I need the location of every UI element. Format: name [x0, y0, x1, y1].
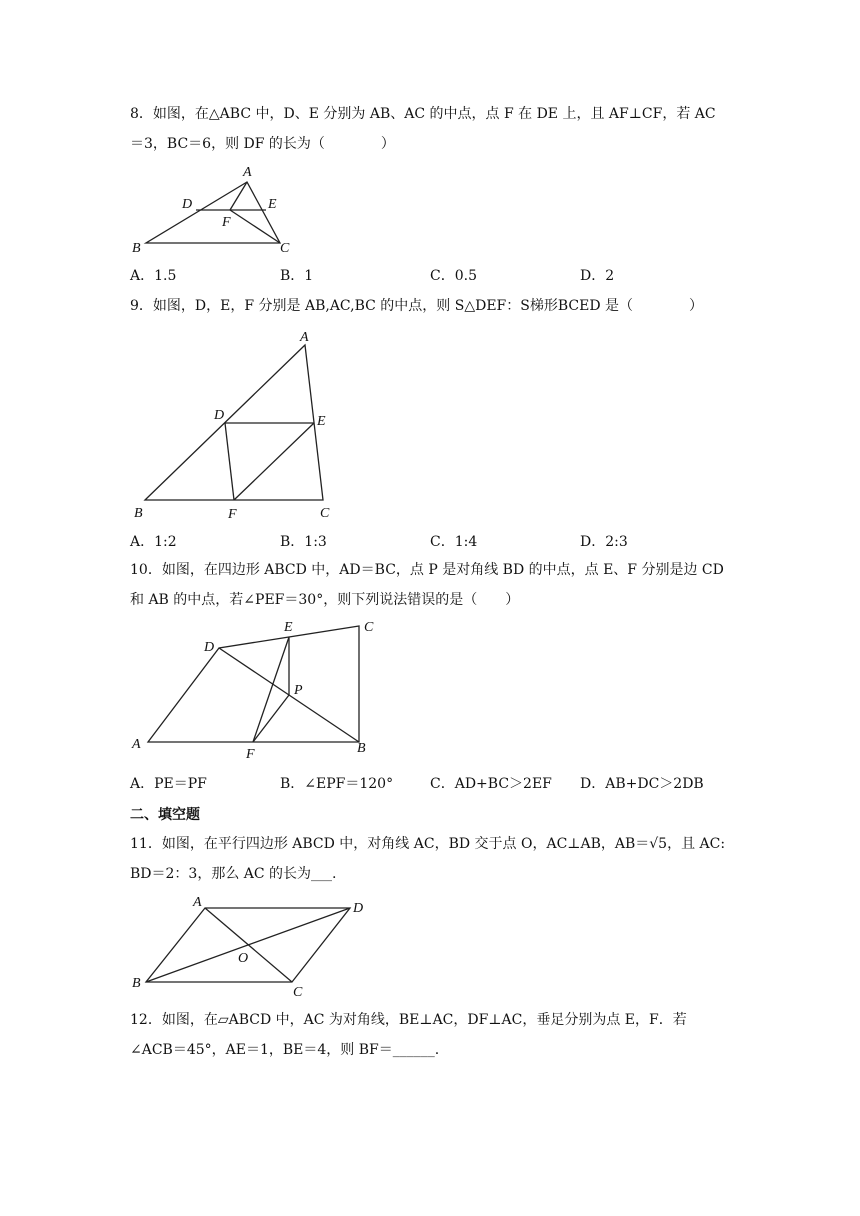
q9-label-c: C	[320, 506, 330, 521]
q8-label-d: D	[182, 197, 193, 212]
q9-label-e: E	[317, 414, 326, 429]
q8-label-c: C	[280, 241, 290, 256]
q8-triangle-figure	[130, 160, 310, 260]
q10-label-c: C	[364, 620, 374, 635]
q9-option-c: C．1:4	[430, 534, 478, 550]
q8-segment-fc	[230, 210, 280, 243]
q11-line2: BD＝2：3，那么 AC 的长为___.	[130, 866, 337, 882]
q10-line1: 10．如图，在四边形 ABCD 中，AD＝BC，点 P 是对角线 BD 的中点，点 E、F 分别是边 CD	[130, 562, 724, 578]
q11-label-o: O	[238, 951, 249, 966]
q9-label-d: D	[214, 408, 225, 423]
q10-label-b: B	[357, 741, 366, 756]
q8-label-e: E	[268, 197, 277, 212]
q11-diagonal-bd	[146, 908, 350, 982]
q10-segment-pf	[253, 695, 289, 742]
section-title-fill-in: 二、填空题	[130, 807, 200, 823]
q9-label-f: F	[228, 507, 237, 522]
q10-label-d: D	[204, 640, 215, 655]
q9-line1: 9．如图，D，E，F 分别是 AB,AC,BC 的中点，则 S△DEF：S梯形BCED 是（ ）	[130, 298, 704, 314]
q10-line2: 和 AB 的中点，若∠PEF＝30°，则下列说法错误的是（ ）	[130, 592, 520, 608]
q9-triangle-figure	[130, 325, 350, 525]
q9-label-a: A	[300, 330, 309, 345]
q10-quadrilateral-abcd	[148, 626, 359, 742]
q10-label-f: F	[246, 747, 255, 762]
q10-option-b: B．∠EPF＝120°	[280, 776, 394, 792]
q8-segment-af	[230, 182, 247, 210]
q11-line1: 11．如图，在平行四边形 ABCD 中，对角线 AC，BD 交于点 O，AC⊥AB，AB＝√5，且 AC:	[130, 836, 726, 852]
q8-option-c: C．0.5	[430, 268, 477, 284]
q9-option-d: D．2:3	[580, 534, 628, 550]
q10-option-c: C．AD+BC＞2EF	[430, 776, 552, 792]
q10-segment-ef	[253, 637, 289, 742]
q8-option-a: A．1.5	[130, 268, 177, 284]
q9-label-b: B	[134, 506, 143, 521]
q9-option-b: B．1:3	[280, 534, 327, 550]
q8-label-f: F	[222, 215, 231, 230]
q8-line1: 8．如图，在△ABC 中，D、E 分别为 AB、AC 的中点，点 F 在 DE 上，且 AF⊥CF，若 AC	[130, 106, 716, 122]
q8-option-b: B．1	[280, 268, 314, 284]
q10-quadrilateral-figure	[130, 615, 390, 765]
q8-label-b: B	[132, 241, 141, 256]
q10-label-a: A	[132, 737, 141, 752]
q8-line2: ＝3，BC＝6，则 DF 的长为（ ）	[130, 136, 395, 152]
q11-label-c: C	[293, 985, 303, 1000]
q9-option-a: A．1:2	[130, 534, 177, 550]
q11-label-b: B	[132, 976, 141, 991]
q8-option-d: D．2	[580, 268, 615, 284]
q10-label-e: E	[284, 620, 293, 635]
q11-parallelogram-figure	[130, 890, 390, 1000]
q10-option-a: A．PE＝PF	[130, 776, 207, 792]
q8-label-a: A	[243, 165, 252, 180]
q10-label-p: P	[294, 683, 303, 698]
q9-segment-df	[225, 423, 234, 500]
q10-option-d: D．AB+DC＞2DB	[580, 776, 704, 792]
q12-line2: ∠ACB＝45°，AE＝1，BE＝4，则 BF＝______.	[130, 1042, 440, 1058]
q12-line1: 12．如图，在▱ABCD 中，AC 为对角线，BE⊥AC，DF⊥AC，垂足分别为点 E，F．若	[130, 1012, 687, 1028]
q9-segment-ef	[234, 423, 314, 500]
q11-label-d: D	[353, 901, 364, 916]
q11-label-a: A	[193, 895, 202, 910]
q8-triangle-abc	[146, 182, 280, 243]
